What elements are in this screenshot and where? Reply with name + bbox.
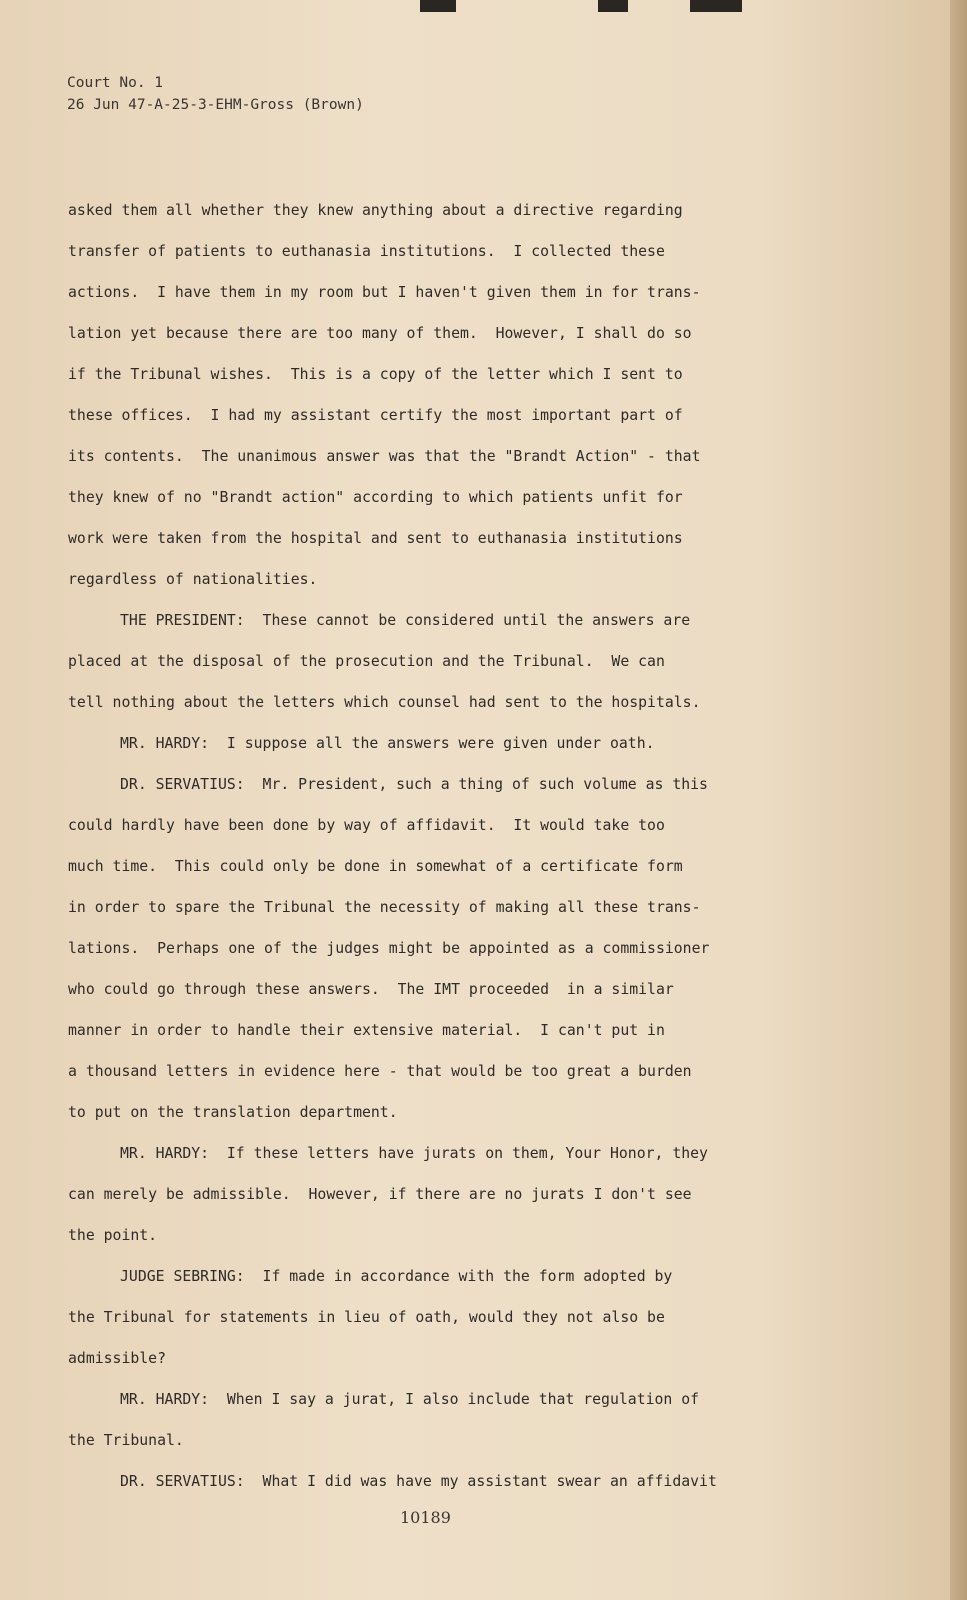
transcript-line: JUDGE SEBRING: If made in accordance with the form adopted by <box>120 1268 673 1285</box>
transcript-line: lation yet because there are too many of them. However, I shall do so <box>68 325 692 342</box>
transcript-line: asked them all whether they knew anything about a directive regarding <box>68 202 683 219</box>
transcript-line: the point. <box>68 1227 158 1244</box>
transcript-line: can merely be admissible. However, if there are no jurats I don't see <box>68 1186 692 1203</box>
transcript-line: they knew of no "Brandt action" according to which patients unfit for <box>68 489 683 506</box>
transcript-line: in order to spare the Tribunal the necessity of making all these trans- <box>68 899 701 916</box>
transcript-line: could hardly have been done by way of affidavit. It would take too <box>68 817 665 834</box>
page-number: 10189 <box>400 1508 451 1527</box>
transcript-line: tell nothing about the letters which counsel had sent to the hospitals. <box>68 694 701 711</box>
top-edge-mark <box>690 0 742 12</box>
reference-label: 26 Jun 47-A-25-3-EHM-Gross (Brown) <box>67 97 364 113</box>
transcript-line: these offices. I had my assistant certify the most important part of <box>68 407 683 424</box>
transcript-line: manner in order to handle their extensive material. I can't put in <box>68 1022 665 1039</box>
transcript-line: to put on the translation department. <box>68 1104 398 1121</box>
transcript-line: MR. HARDY: I suppose all the answers were given under oath. <box>120 735 655 752</box>
transcript-line: placed at the disposal of the prosecution and the Tribunal. We can <box>68 653 665 670</box>
top-edge-mark <box>420 0 456 12</box>
transcript-line: who could go through these answers. The IMT proceeded in a similar <box>68 981 674 998</box>
court-label: Court No. 1 <box>67 75 164 91</box>
transcript-line: MR. HARDY: If these letters have jurats on them, Your Honor, they <box>120 1145 708 1162</box>
transcript-line: the Tribunal for statements in lieu of oath, would they not also be <box>68 1309 665 1326</box>
paper-edge <box>950 0 967 1600</box>
transcript-line: DR. SERVATIUS: What I did was have my assistant swear an affidavit <box>120 1473 717 1490</box>
top-edge-mark <box>598 0 628 12</box>
transcript-line: THE PRESIDENT: These cannot be considered until the answers are <box>120 612 691 629</box>
transcript-line: its contents. The unanimous answer was that the "Brandt Action" - that <box>68 448 701 465</box>
transcript-line: actions. I have them in my room but I haven't given them in for trans- <box>68 284 701 301</box>
transcript-line: MR. HARDY: When I say a jurat, I also include that regulation of <box>120 1391 700 1408</box>
transcript-line: lations. Perhaps one of the judges might be appointed as a commissioner <box>68 940 710 957</box>
transcript-line: if the Tribunal wishes. This is a copy of the letter which I sent to <box>68 366 683 383</box>
transcript-line: a thousand letters in evidence here - that would be too great a burden <box>68 1063 692 1080</box>
transcript-line: much time. This could only be done in somewhat of a certificate form <box>68 858 683 875</box>
transcript-line: DR. SERVATIUS: Mr. President, such a thing of such volume as this <box>120 776 708 793</box>
page-header <box>67 72 364 116</box>
transcript-line: transfer of patients to euthanasia institutions. I collected these <box>68 243 665 260</box>
transcript-line: regardless of nationalities. <box>68 571 318 588</box>
transcript-line: admissible? <box>68 1350 166 1367</box>
transcript-line: work were taken from the hospital and sent to euthanasia institutions <box>68 530 683 547</box>
transcript-body <box>68 190 808 1502</box>
transcript-line: the Tribunal. <box>68 1432 184 1449</box>
